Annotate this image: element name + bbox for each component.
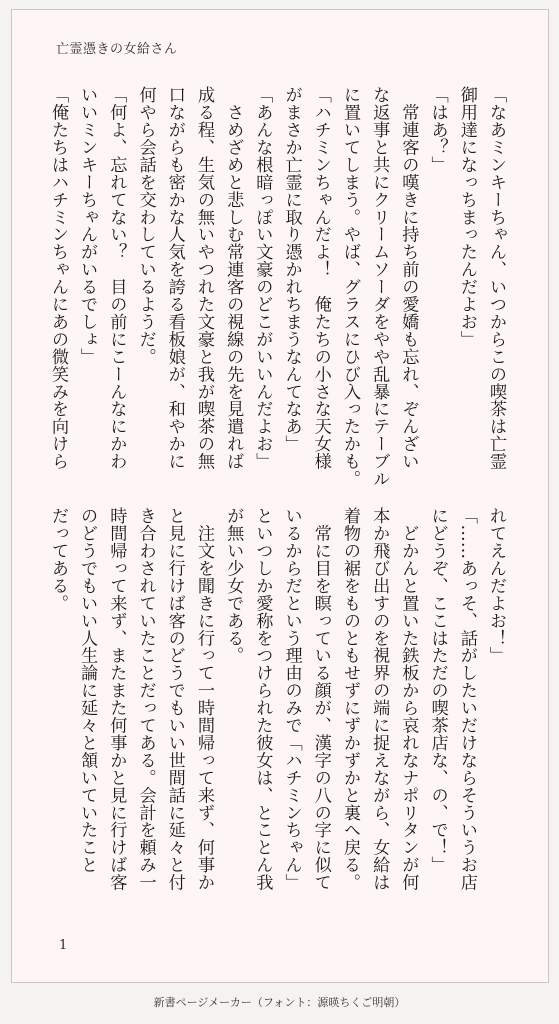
text-line: 「何よ、忘れてない？ 目の前にこーんなにかわ bbox=[106, 86, 127, 470]
text-line: 口ながらも密かな人気を誇る看板娘が、和やかに bbox=[164, 86, 185, 470]
text-line: が無い少女である。 bbox=[223, 507, 244, 665]
text-line: れてえんだよお！」 bbox=[486, 507, 506, 665]
text-line: と見に行けば客のどうでもいい世間話に延々と付 bbox=[164, 507, 185, 891]
text-line: いるからだという理由のみで「ハチミンちゃん」 bbox=[281, 507, 302, 891]
text-line: 何やら会話を交わしているようだ。 bbox=[135, 86, 156, 366]
text-line: 「俺たちはハチミンちゃんにあの微笑みを向けら bbox=[47, 86, 68, 470]
text-line: に置いてしまう。やば、グラスにひび入ったかも。 bbox=[339, 86, 360, 488]
page-number: 1 bbox=[59, 938, 68, 953]
footer-credit: 新書ページメーカー（フォント：源暎ちくご明朝） bbox=[153, 996, 406, 1009]
text-line: 成る程、生気の無いやつれた文豪と我が喫茶の無 bbox=[193, 86, 214, 470]
text-line: にどうぞ、ここはただの喫茶店な、の、で！」 bbox=[427, 507, 448, 874]
text-line: 「なあミンキーちゃん、いつからこの喫茶は亡霊 bbox=[486, 86, 506, 470]
text-line: 着物の裾をものともせずにずかずかと裏へ戻る。 bbox=[339, 507, 360, 891]
text-line: さめざめと悲しむ常連客の視線の先を見遣れば bbox=[223, 86, 244, 470]
text-line: 「……あっそ、話がしたいだけならそういうお店 bbox=[456, 507, 477, 891]
text-line: き合わされていたことだってある。会計を頼み一 bbox=[135, 507, 156, 891]
text-line: だってある。 bbox=[47, 507, 68, 612]
text-line: 常連客の嘆きに持ち前の愛嬌も忘れ、ぞんざい bbox=[398, 86, 419, 470]
text-line: な返事と共にクリームソーダをやや乱暴にテーブル bbox=[369, 86, 390, 488]
text-line: 「はあ？」 bbox=[427, 86, 448, 174]
text-line: いいミンキーちゃんがいるでしょ」 bbox=[77, 86, 98, 366]
text-line: どかんと置いた鉄板から哀れなナポリタンが何 bbox=[398, 507, 419, 891]
book-page bbox=[11, 9, 549, 983]
text-line: 御用達になっちまったんだよお」 bbox=[456, 86, 477, 348]
text-line: 時間帰って来ず、またまた何事かと見に行けば客 bbox=[106, 507, 127, 891]
text-line: 注文を聞きに行って一時間帰って来ず、何事か bbox=[193, 507, 214, 891]
text-line: のどうでもいい人生論に延々と頷いていたこと bbox=[77, 507, 98, 874]
body-text-bottom bbox=[43, 507, 510, 907]
text-line: がまさか亡霊に取り憑かれちまうなんてなあ」 bbox=[281, 86, 302, 453]
text-line: 常に目を瞑っている顔が、漢字の八の字に似て bbox=[310, 507, 331, 891]
page-title: 亡霊憑きの女給さん bbox=[56, 42, 178, 57]
text-line: 「あんな根暗っぽい文豪のどこがいいんだよお」 bbox=[252, 86, 273, 470]
text-line: 本か飛び出すのを視界の端に捉えながら、女給は bbox=[369, 507, 390, 891]
body-text-top bbox=[43, 86, 510, 486]
text-line: といつしか愛称をつけられた彼女は、とことん我 bbox=[252, 507, 273, 891]
text-line: 「ハチミンちゃんだよ！ 俺たちの小さな天女様 bbox=[310, 86, 331, 470]
